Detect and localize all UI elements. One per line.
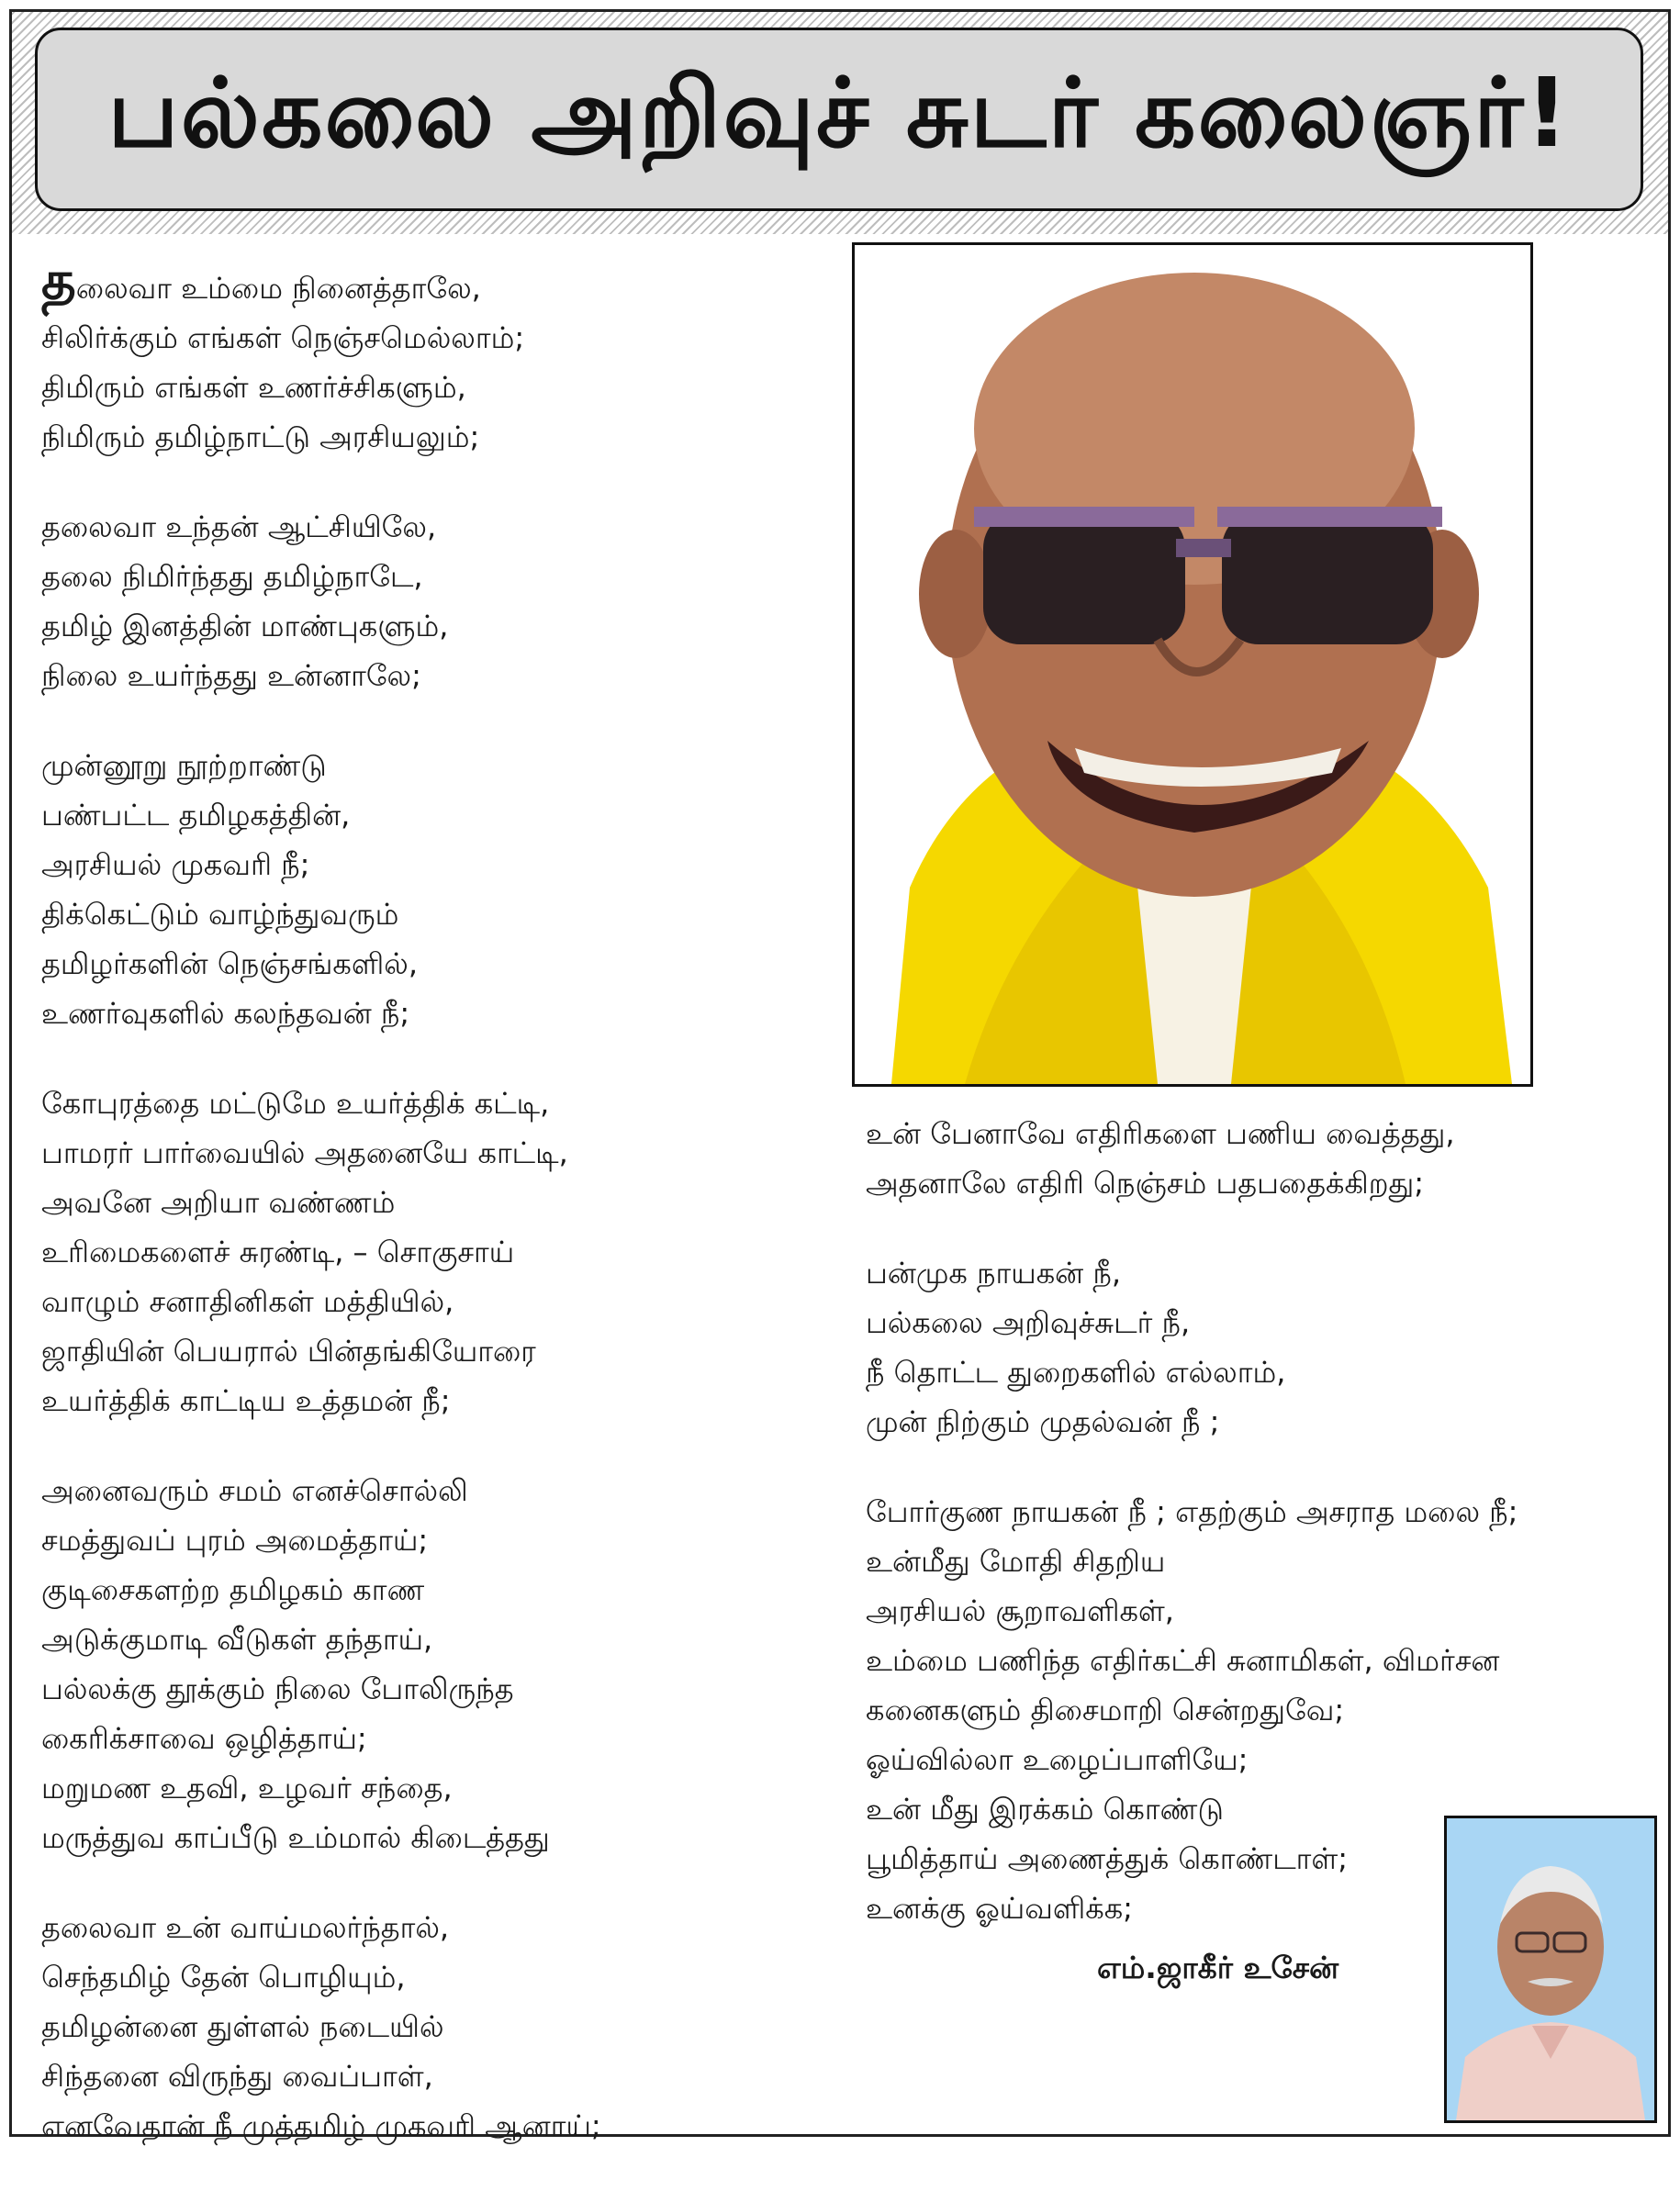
poem-line: அதனாலே எதிரி நெஞ்சம் பதபதைக்கிறது; [866,1166,1425,1201]
poem-line: அடுக்குமாடி வீடுகள் தந்தாய், [41,1622,433,1657]
poem-line: எனவேதான் நீ முத்தமிழ் முகவரி ஆனாய்; [41,2108,601,2143]
poem-line: தமிழர்களின் நெஞ்சங்களில், [41,946,418,981]
headline-box [35,28,1643,211]
poem-line: தமிழ் இனத்தின் மாண்புகளும், [41,609,449,643]
poem-line: பூமித்தாய் அணைத்துக் கொண்டாள்; [866,1841,1349,1876]
poem-line: கைரிக்சாவை ஒழித்தாய்; [41,1721,367,1756]
author-portrait-photo [1444,1816,1657,2123]
poem-stanza [866,1109,1664,1208]
poem-line: தமிழன்னை துள்ளல் நடையில் [41,2009,444,2044]
poem-line: ஓய்வில்லா உழைப்பாளியே; [866,1742,1249,1777]
poem-line: செந்தமிழ் தேன் பொழியும், [41,1960,406,1995]
poem-line: உம்மை பணிந்த எதிர்கட்சி சுனாமிகள், விமர்சன [866,1643,1500,1678]
poem-line: முன் நிற்கும் முதல்வன் நீ ; [866,1404,1220,1439]
poem-line: அரசியல் முகவரி நீ; [41,847,310,882]
poem-line: ஜாதியின் பெயரால் பின்தங்கியோரை [41,1334,536,1369]
poem-line: மறுமண உதவி, உழவர் சந்தை, [41,1771,453,1805]
poem-line: தலைவா உந்தன் ஆட்சியிலே, [41,509,437,544]
poem-line: திக்கெட்டும் வாழ்ந்துவரும் [41,897,399,932]
drop-cap: த [41,249,76,311]
poem-line: உன்மீது மோதி சிதறிய [866,1544,1166,1579]
poem-line: உரிமைகளைச் சுரண்டி, – சொகுசாய் [41,1235,515,1269]
poem-line: கனைகளும் திசைமாறி சென்றதுவே; [866,1693,1345,1727]
poem-line: சிந்தனை விருந்து வைப்பாள், [41,2059,433,2094]
poem-line: திமிரும் எங்கள் உணர்ச்சிகளும், [41,370,466,405]
poem-line: போர்குண நாயகன் நீ ; எதற்கும் அசராத மலை நீ; [866,1494,1518,1529]
poem-line: பண்பட்ட தமிழகத்தின், [41,798,351,833]
poem-line: பல்கலை அறிவுச்சுடர் நீ, [866,1305,1191,1340]
poem-line: அவனே அறியா வண்ணம் [41,1185,396,1220]
author-name: எம்.ஜாகீர் உசேன் [1097,1950,1339,1985]
poem-line: சமத்துவப் புரம் அமைத்தாய்; [41,1523,429,1558]
poem-stanza [41,741,831,1038]
poem-line: மருத்துவ காப்பீடு உம்மால் கிடைத்தது [41,1820,550,1855]
headline: பல்கலை அறிவுச் சுடர் கலைஞர்! [107,57,1571,169]
poem-line: தலைவா உன் வாய்மலர்ந்தால், [41,1910,450,1945]
poem-line: அரசியல் சூறாவளிகள், [866,1593,1174,1628]
poem-left-column [41,249,831,2191]
poem-line: நீ தொட்ட துறைகளில் எல்லாம், [866,1355,1286,1390]
poem-line: சிலிர்க்கும் எங்கள் நெஞ்சமெல்லாம்; [41,320,525,355]
poem-stanza [41,1079,831,1425]
portrait-illustration [855,245,1530,1084]
poem-line: உயர்த்திக் காட்டிய உத்தமன் நீ; [41,1383,451,1418]
poem-line: உன் பேனாவே எதிரிகளை பணிய வைத்தது, [866,1116,1455,1151]
poem-line: பல்லக்கு தூக்கும் நிலை போலிருந்த [41,1671,514,1706]
poem-stanza [41,1466,831,1862]
poem-line: நிமிரும் தமிழ்நாட்டு அரசியலும்; [41,419,480,454]
poem-line: நிலை உயர்ந்தது உன்னாலே; [41,658,421,693]
poem-stanza [41,502,831,700]
poem-line: பன்முக நாயகன் நீ, [866,1256,1122,1291]
poem-line: அனைவரும் சமம் எனச்சொல்லி [41,1473,468,1508]
poem-line: உணர்வுகளில் கலந்தவன் நீ; [41,996,410,1031]
poem-stanza [41,249,831,462]
poem-line: உனக்கு ஓய்வளிக்க; [866,1891,1133,1926]
poem-first-line-text: லைவா உம்மை நினைத்தாலே, [75,271,481,306]
poem-first-line [41,249,831,313]
poem-line: வாழும் சனாதினிகள் மத்தியில், [41,1284,454,1319]
poem-line: முன்னூறு நூற்றாண்டு [41,748,327,783]
poem-line: குடிசைகளற்ற தமிழகம் காண [41,1572,425,1607]
poem-line: பாமரர் பார்வையில் அதனையே காட்டி, [41,1135,568,1170]
poem-line: கோபுரத்தை மட்டுமே உயர்த்திக் கட்டி, [41,1086,550,1121]
portrait-photo [852,242,1533,1087]
poem-stanza [41,1903,831,2151]
author-portrait-illustration [1447,1818,1654,2120]
poem-line: தலை நிமிர்ந்தது தமிழ்நாடே, [41,559,423,594]
poem-line: உன் மீது இரக்கம் கொண்டு [866,1792,1224,1827]
poem-stanza [866,1248,1664,1447]
